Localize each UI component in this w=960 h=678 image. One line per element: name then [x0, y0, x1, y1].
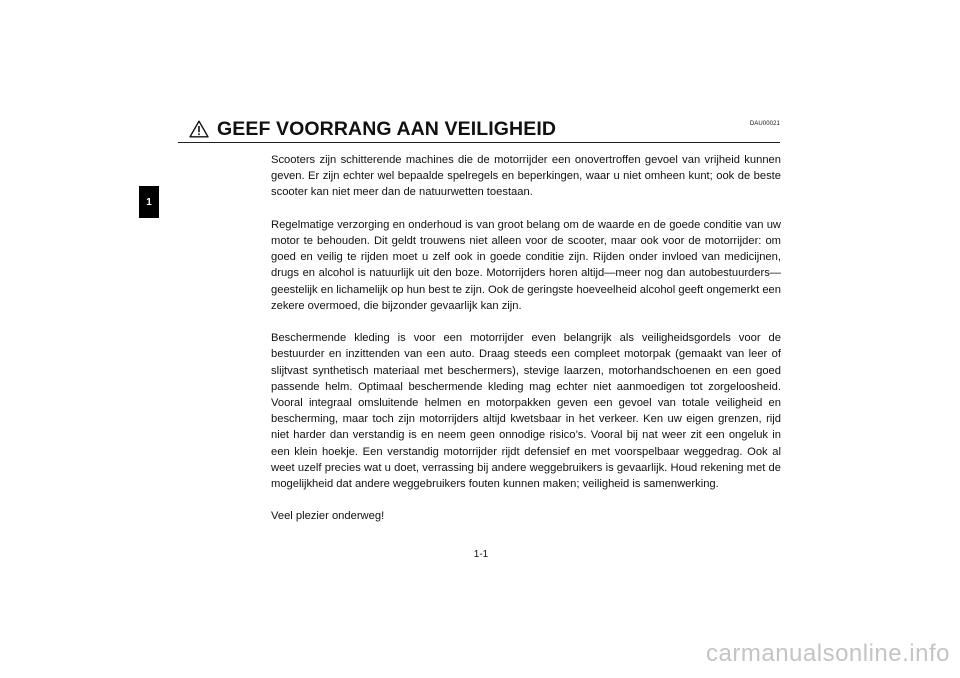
- heading-rule: [178, 142, 780, 143]
- section-title: GEEF VOORRANG AAN VEILIGHEID: [217, 118, 557, 140]
- chapter-tab: [139, 186, 159, 218]
- body-text: [271, 152, 781, 541]
- warning-triangle-icon: [189, 120, 209, 138]
- watermark: carmanualsonline.info: [706, 640, 950, 667]
- document-code: DAU00021: [749, 121, 780, 127]
- paragraph: Veel plezier onderweg!: [271, 510, 385, 523]
- page-number: 1-1: [473, 549, 489, 560]
- paragraph: Regelmatige verzorging en onderhoud is van groot belang om de waarde en de goede conditie van uw motor te behouden. Dit geldt trouwens niet alleen voor de scooter, maar ook voor de motorrijder: om goed en veilig te rijden moet u zelf ook in goede conditie zijn. Rijden onder invloed van medicijnen, drugs en alcohol is natuurlijk uit den boze. Motorrijders horen altijd—meer nog dan autobestuurders—geestelijk en lichamelijk op hun best te zijn. Ook de geringste hoeveelheid alcohol geeft ongemerkt een zekere overmoed, die bijzonder gevaarlijk kan zijn.: [271, 218, 781, 312]
- paragraph: Scooters zijn schitterende machines die de motorrijder een onovertroffen gevoel van vrijheid kunnen geven. Er zijn echter wel bepaalde spelregels en beperkingen, waar u niet omheen kunt; ook de beste scooter kan niet meer dan de natuurwetten toestaan.: [271, 154, 781, 199]
- paragraph: Beschermende kleding is voor een motorrijder even belangrijk als veiligheidsgordels voor de bestuurder en inzittenden van een auto. Draag steeds een compleet motorpak (gemaakt van leer of slijtvast synthetisch materiaal met beschermers), stevige laarzen, motorhandschoenen en een goed passende helm. Optimaal beschermende kleding mag echter niet aanmoedigen tot zorgeloosheid. Vooral integraal omsluitende helmen en motorpakken geven een gevoel van totale veiligheid en bescherming, maar toch zijn motorrijders altijd kwetsbaar in het verkeer. Ken uw eigen grenzen, rijd niet harder dan verstandig is en neem geen onnodige risico’s. Vooral bij nat weer zit een ongeluk in een klein hoekje. Een verstandig motorrijder rijdt defensief en met voorspelbaar weggedrag. Ook al weet uzelf precies wat u doet, verrassing bij andere weggebruikers is gevaarlijk. Houd rekening met de mogelijkheid dat andere weggebruikers fouten kunnen maken; veiligheid is samenwerking.: [271, 332, 781, 491]
- chapter-number: 1: [146, 196, 152, 208]
- section-heading: [189, 118, 556, 140]
